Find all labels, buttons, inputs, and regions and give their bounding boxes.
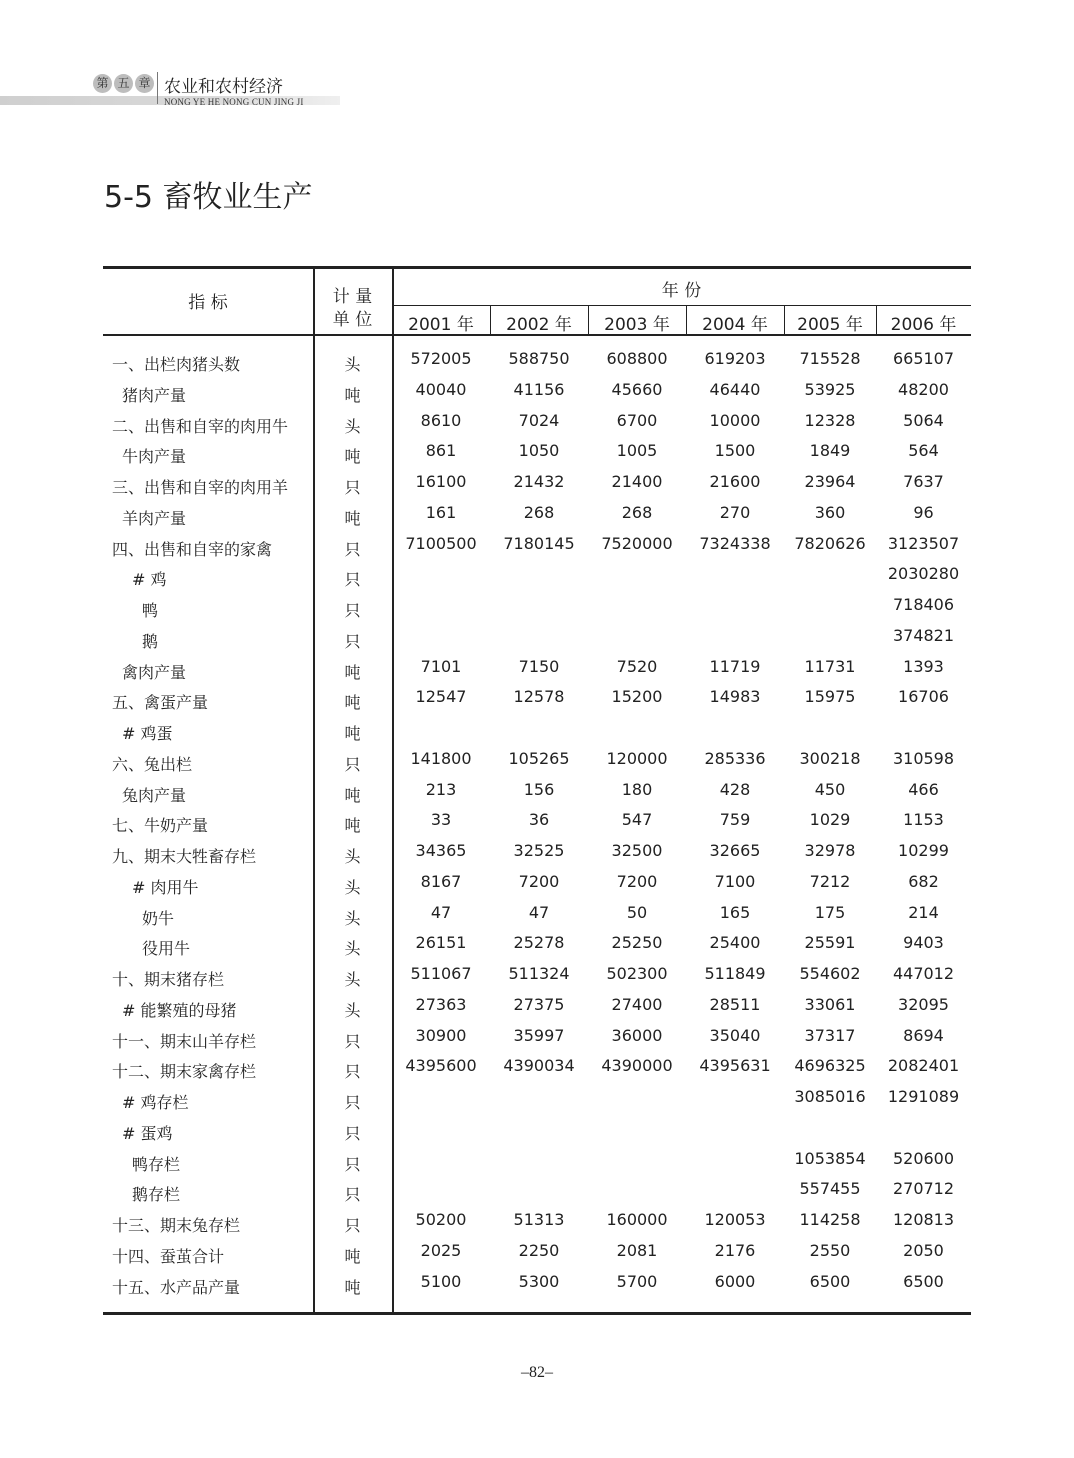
- row-value: 40040: [415, 379, 467, 399]
- row-value: 46440: [709, 379, 761, 399]
- row-value: 50200: [415, 1210, 467, 1229]
- row-value: 1050: [518, 441, 560, 461]
- row-value: 7200: [616, 871, 658, 891]
- row-value: 861: [425, 441, 457, 461]
- row-value: 285336: [704, 748, 766, 768]
- row-value: 114258: [799, 1210, 861, 1229]
- row-unit: 只: [344, 1216, 361, 1235]
- row-value: 21400: [611, 472, 663, 491]
- row-value: 1005: [616, 441, 658, 461]
- row-unit: 只: [344, 754, 361, 774]
- row-value: 2250: [518, 1240, 560, 1260]
- row-value: 35997: [513, 1025, 565, 1045]
- row-value: 6500: [809, 1271, 851, 1291]
- row-indicator: 役用牛: [142, 939, 191, 959]
- row-unit: 吨: [344, 785, 361, 805]
- row-value: 7150: [518, 656, 560, 676]
- chapter-char: 章: [135, 74, 154, 93]
- row-value: 160000: [606, 1210, 668, 1229]
- header-year: 2006 年: [890, 315, 957, 335]
- row-indicator: 鹅存栏: [132, 1185, 181, 1205]
- row-value: 466: [908, 779, 939, 799]
- row-value: 3085016: [794, 1087, 866, 1106]
- chapter-char: 五: [114, 74, 133, 93]
- row-value: 48200: [898, 379, 949, 399]
- row-indicator: 羊肉产量: [122, 508, 187, 528]
- row-indicator: 七、牛奶产量: [112, 816, 209, 836]
- row-value: 7637: [903, 472, 944, 491]
- chapter-pinyin: NONG YE HE NONG CUN JING JI: [164, 97, 304, 107]
- row-unit: 头: [344, 1000, 361, 1020]
- row-value: 33061: [804, 994, 856, 1014]
- row-indicator: # 鸡存栏: [122, 1093, 189, 1112]
- row-value: 21432: [513, 472, 565, 491]
- row-unit: 头: [344, 355, 361, 374]
- row-value: 32095: [898, 994, 949, 1014]
- year-group-rule: [392, 305, 971, 306]
- row-value: 520600: [892, 1148, 955, 1168]
- row-value: 25591: [804, 933, 856, 953]
- row-value: 7024: [518, 410, 560, 430]
- row-value: 7520000: [601, 533, 673, 553]
- row-value: 51313: [513, 1210, 565, 1229]
- table-top-rule: [103, 266, 971, 269]
- row-value: 268: [621, 502, 653, 522]
- page-number: –82–: [521, 1364, 553, 1381]
- row-value: 45660: [611, 379, 663, 399]
- row-value: 7200: [518, 871, 560, 891]
- row-value: 374821: [892, 625, 955, 645]
- row-value: 15975: [804, 687, 856, 707]
- row-value: 2030280: [887, 564, 960, 584]
- table-bottom-rule: [103, 1312, 971, 1315]
- row-value: 30900: [415, 1025, 467, 1045]
- row-unit: 只: [344, 539, 361, 559]
- row-value: 50: [626, 902, 648, 922]
- row-value: 715528: [799, 349, 861, 368]
- row-value: 11731: [804, 656, 856, 676]
- row-value: 26151: [415, 933, 467, 953]
- row-value: 7100500: [405, 533, 477, 553]
- row-indicator: 三、出售和自宰的肉用羊: [112, 478, 289, 497]
- row-unit: 只: [344, 1185, 361, 1205]
- row-value: 28511: [709, 994, 761, 1014]
- row-value: 8694: [903, 1025, 944, 1045]
- row-value: 5064: [903, 410, 944, 430]
- row-value: 511849: [704, 964, 766, 983]
- row-value: 1849: [809, 441, 851, 461]
- header-unit-line1: 计 量: [332, 287, 373, 307]
- row-value: 25400: [709, 933, 761, 953]
- row-value: 268: [523, 502, 555, 522]
- row-value: 7520: [616, 656, 658, 676]
- row-unit: 吨: [344, 693, 361, 713]
- row-unit: 只: [344, 601, 361, 620]
- row-value: 270712: [892, 1179, 955, 1199]
- row-value: 608800: [606, 349, 668, 368]
- row-value: 2550: [809, 1240, 851, 1260]
- row-value: 7101: [420, 656, 462, 676]
- row-value: 12547: [415, 687, 467, 707]
- row-value: 16100: [415, 472, 467, 491]
- row-value: 32525: [513, 841, 565, 860]
- row-value: 15200: [611, 687, 663, 707]
- row-indicator: # 肉用牛: [132, 877, 199, 897]
- row-value: 759: [719, 810, 751, 830]
- row-indicator: 鸭: [142, 601, 159, 620]
- header-year: 2002 年: [506, 315, 572, 335]
- row-value: 557455: [799, 1179, 861, 1199]
- row-indicator: 五、禽蛋产量: [112, 693, 209, 713]
- row-value: 2176: [714, 1240, 756, 1260]
- row-value: 16706: [898, 687, 949, 707]
- row-value: 10000: [709, 410, 761, 430]
- row-value: 7324338: [699, 533, 771, 553]
- row-unit: 吨: [344, 724, 361, 743]
- row-unit: 头: [344, 908, 361, 928]
- row-value: 502300: [606, 964, 668, 983]
- row-value: 12328: [804, 410, 856, 430]
- row-unit: 只: [344, 1154, 361, 1174]
- row-value: 6000: [714, 1271, 756, 1291]
- row-value: 36: [528, 810, 550, 830]
- row-value: 7820626: [794, 533, 866, 553]
- row-value: 718406: [892, 595, 955, 614]
- row-indicator: 猪肉产量: [122, 385, 187, 405]
- row-unit: 只: [344, 570, 361, 590]
- row-value: 619203: [704, 349, 766, 368]
- row-value: 588750: [508, 349, 570, 368]
- row-value: 8167: [420, 871, 462, 891]
- chapter-char: 第: [93, 74, 112, 93]
- row-value: 105265: [508, 748, 570, 768]
- row-indicator: 鸭存栏: [132, 1154, 181, 1174]
- row-value: 2050: [903, 1240, 944, 1260]
- header-year-group: 年 份: [661, 281, 702, 301]
- row-value: 141800: [410, 748, 472, 768]
- row-unit: 只: [344, 478, 361, 497]
- row-value: 47: [430, 902, 452, 922]
- row-value: 4390000: [601, 1056, 673, 1076]
- row-value: 682: [908, 871, 939, 891]
- row-value: 554602: [799, 964, 861, 983]
- row-value: 428: [719, 779, 751, 799]
- header-year: 2003 年: [604, 315, 670, 335]
- row-value: 34365: [415, 841, 467, 860]
- row-indicator: 一、出栏肉猪头数: [112, 355, 241, 374]
- row-value: 270: [719, 502, 751, 522]
- row-value: 214: [908, 902, 939, 922]
- row-value: 1053854: [794, 1148, 866, 1168]
- row-value: 447012: [892, 964, 955, 983]
- row-indicator: 四、出售和自宰的家禽: [112, 539, 273, 559]
- row-indicator: 牛肉产量: [122, 447, 187, 467]
- row-indicator: # 鸡蛋: [122, 724, 173, 743]
- row-value: 5100: [420, 1271, 462, 1291]
- row-value: 165: [719, 902, 751, 922]
- row-value: 27400: [611, 994, 663, 1014]
- row-unit: 头: [344, 939, 361, 959]
- row-unit: 只: [344, 1123, 361, 1143]
- row-indicator: 鹅: [142, 631, 159, 651]
- row-indicator: 禽肉产量: [122, 662, 187, 682]
- row-value: 4395631: [699, 1056, 771, 1076]
- header-divider: [157, 72, 158, 104]
- row-value: 27363: [415, 994, 467, 1014]
- row-unit: 只: [344, 1062, 361, 1082]
- row-value: 5300: [518, 1271, 560, 1291]
- row-indicator: 六、兔出栏: [112, 754, 193, 774]
- row-value: 25278: [513, 933, 565, 953]
- row-value: 23964: [804, 472, 856, 491]
- row-value: 96: [913, 502, 934, 522]
- row-indicator: # 蛋鸡: [122, 1123, 173, 1143]
- header-year: 2001 年: [408, 315, 474, 335]
- row-value: 4390034: [503, 1056, 575, 1076]
- row-value: 180: [621, 779, 653, 799]
- row-value: 161: [425, 502, 457, 522]
- row-value: 665107: [892, 349, 955, 368]
- row-value: 300218: [799, 748, 861, 768]
- row-unit: 头: [344, 847, 361, 866]
- row-value: 1393: [903, 656, 944, 676]
- row-value: 175: [814, 902, 846, 922]
- header-unit-line2: 单 位: [332, 310, 373, 330]
- row-value: 41156: [513, 379, 565, 399]
- row-indicator: 十五、水产品产量: [112, 1277, 241, 1297]
- row-value: 156: [523, 779, 555, 799]
- header-indicator: 指 标: [188, 293, 228, 313]
- section-title: 5-5 畜牧业生产: [104, 180, 313, 215]
- row-value: 7100: [714, 871, 756, 891]
- row-value: 14983: [709, 687, 761, 707]
- row-unit: 头: [344, 416, 361, 436]
- row-value: 572005: [410, 349, 472, 368]
- row-value: 1153: [903, 810, 944, 830]
- row-unit: 吨: [344, 662, 361, 682]
- row-value: 4395600: [405, 1056, 477, 1076]
- row-value: 10299: [898, 841, 949, 860]
- row-unit: 吨: [344, 385, 361, 405]
- row-value: 7180145: [503, 533, 575, 553]
- header-year: 2004 年: [702, 315, 768, 335]
- row-unit: 吨: [344, 1277, 361, 1297]
- row-value: 310598: [892, 748, 955, 768]
- row-value: 8610: [420, 410, 462, 430]
- row-unit: 吨: [344, 816, 361, 836]
- row-unit: 头: [344, 877, 361, 897]
- row-indicator: 奶牛: [142, 908, 175, 928]
- row-value: 1291089: [887, 1087, 960, 1106]
- row-value: 5700: [616, 1271, 658, 1291]
- row-value: 3123507: [887, 533, 960, 553]
- row-value: 11719: [709, 656, 761, 676]
- row-value: 6500: [903, 1271, 944, 1291]
- row-value: 120053: [704, 1210, 766, 1229]
- row-value: 120000: [606, 748, 668, 768]
- row-value: 4696325: [794, 1056, 866, 1076]
- row-value: 9403: [903, 933, 944, 953]
- row-value: 120813: [892, 1210, 955, 1229]
- row-value: 1500: [714, 441, 756, 461]
- row-value: 35040: [709, 1025, 761, 1045]
- row-value: 511324: [508, 964, 570, 983]
- row-value: 360: [814, 502, 846, 522]
- row-indicator: 十四、蚕茧合计: [112, 1246, 225, 1266]
- row-indicator: # 能繁殖的母猪: [122, 1000, 237, 1020]
- row-indicator: 十、期末猪存栏: [112, 970, 225, 989]
- row-indicator: 十二、期末家禽存栏: [112, 1062, 257, 1082]
- row-unit: 只: [344, 1093, 361, 1112]
- row-value: 25250: [611, 933, 663, 953]
- row-unit: 只: [344, 1031, 361, 1051]
- row-value: 36000: [611, 1025, 663, 1045]
- row-value: 32665: [709, 841, 761, 860]
- row-value: 547: [621, 810, 653, 830]
- row-value: 2082401: [887, 1056, 960, 1076]
- row-indicator: 九、期末大牲畜存栏: [112, 847, 257, 866]
- row-indicator: 二、出售和自宰的肉用牛: [112, 416, 289, 436]
- row-indicator: 十三、期末兔存栏: [112, 1216, 241, 1235]
- row-value: 27375: [513, 994, 565, 1014]
- row-indicator: 十一、期末山羊存栏: [112, 1031, 257, 1051]
- row-value: 1029: [809, 810, 851, 830]
- header-year: 2005 年: [797, 315, 863, 335]
- row-unit: 头: [344, 970, 361, 989]
- row-value: 6700: [616, 410, 658, 430]
- chapter-badge: [93, 74, 154, 93]
- row-unit: 吨: [344, 1246, 361, 1266]
- row-value: 33: [430, 810, 452, 830]
- row-value: 32978: [804, 841, 856, 860]
- row-value: 21600: [709, 472, 761, 491]
- row-value: 12578: [513, 687, 565, 707]
- row-value: 213: [425, 779, 457, 799]
- row-value: 47: [528, 902, 550, 922]
- row-value: 2081: [616, 1240, 658, 1260]
- row-value: 53925: [804, 379, 856, 399]
- row-value: 2025: [420, 1240, 462, 1260]
- chapter-title: 农业和农村经济: [164, 77, 283, 97]
- row-value: 37317: [804, 1025, 856, 1045]
- row-value: 564: [908, 441, 939, 461]
- row-unit: 吨: [344, 508, 361, 528]
- row-unit: 吨: [344, 447, 361, 467]
- row-value: 450: [814, 779, 846, 799]
- row-value: 7212: [809, 871, 851, 891]
- row-unit: 只: [344, 631, 361, 651]
- row-indicator: # 鸡: [132, 570, 167, 590]
- row-value: 511067: [410, 964, 472, 983]
- row-value: 32500: [611, 841, 663, 860]
- row-indicator: 兔肉产量: [122, 785, 187, 805]
